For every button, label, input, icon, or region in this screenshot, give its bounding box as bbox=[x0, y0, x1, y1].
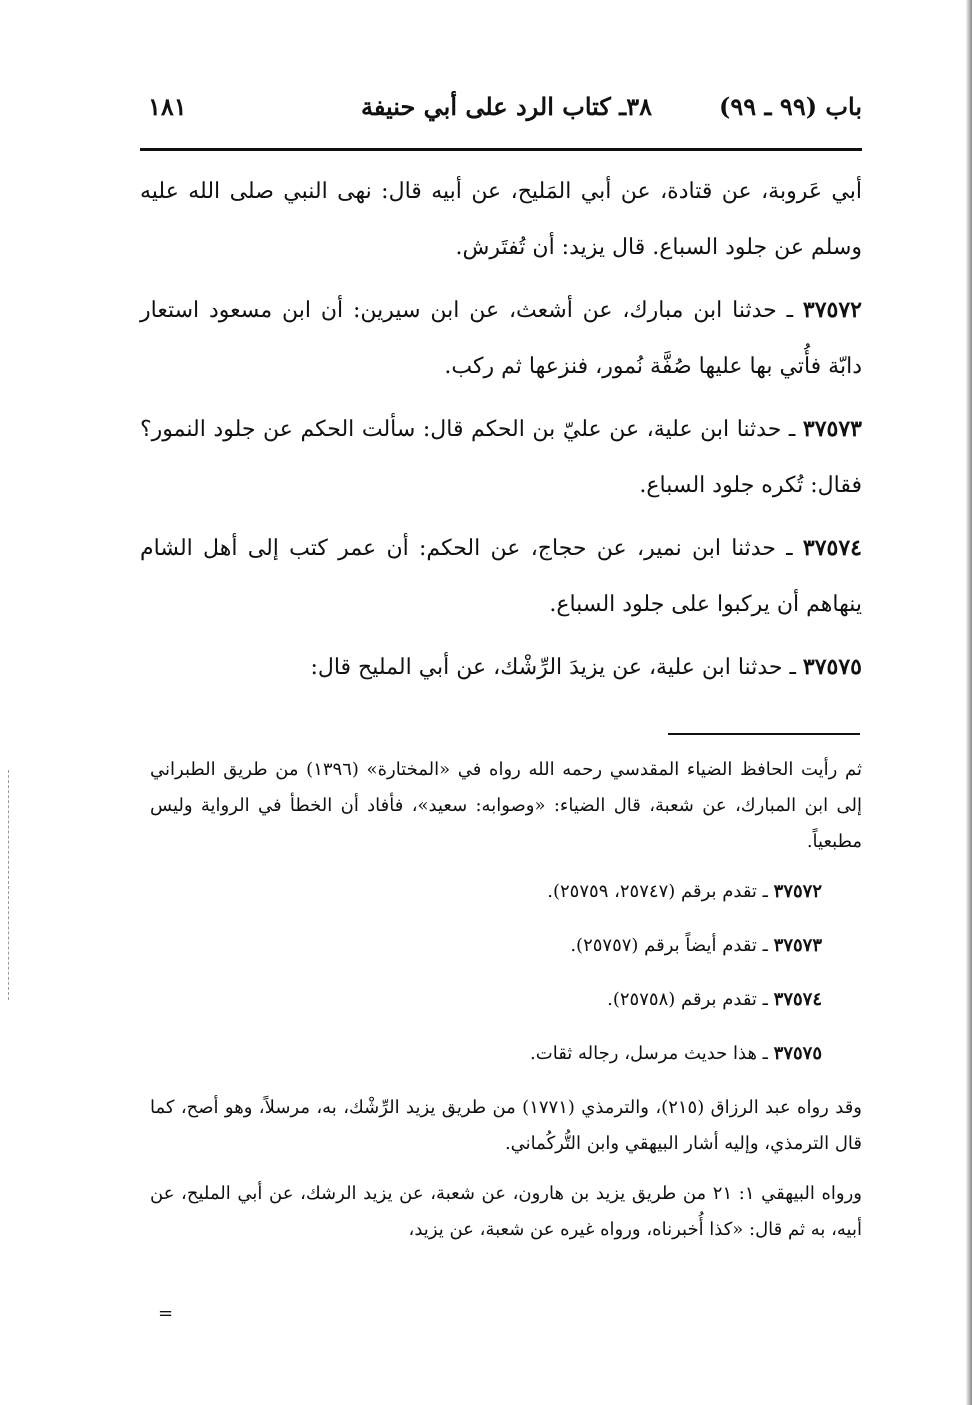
footnote-number: ٣٧٥٧٣ bbox=[773, 935, 822, 956]
page-edge-shadow bbox=[966, 0, 972, 1405]
footnote-text: ـ تقدم أيضاً برقم (٢٥٧٥٧). bbox=[570, 935, 774, 956]
footnote-text: ـ تقدم برقم (٢٥٧٤٧، ٢٥٧٥٩). bbox=[547, 881, 774, 902]
hadith-number: ٣٧٥٧٣ bbox=[802, 416, 862, 442]
footnote-number: ٣٧٥٧٢ bbox=[773, 881, 822, 902]
footnote-paragraph: وقد رواه عبد الرزاق (٢١٥)، والترمذي (١٧٧١) من طريق يزيد الرِّشْك، به، مرسلاً، وهو أصح، كما قال الترمذي، وإليه أشار البيهقي وابن التُّركُماني. bbox=[150, 1097, 862, 1154]
footnote-number: ٣٧٥٧٥ bbox=[773, 1043, 822, 1064]
hadith-text: ـ حدثنا ابن علية، عن يزيدَ الرِّشْك، عن أبي المليح قال: bbox=[310, 655, 803, 680]
page-number: ١٨١ bbox=[148, 92, 187, 121]
footnote-37572 bbox=[150, 874, 862, 910]
footnote-37573 bbox=[150, 928, 862, 964]
footnote-text: ـ تقدم برقم (٢٥٧٥٨). bbox=[607, 989, 774, 1010]
hadith-37574 bbox=[140, 520, 862, 633]
hadith-37575 bbox=[140, 639, 862, 696]
paragraph-continuation bbox=[140, 164, 862, 276]
paragraph-text: أبي عَروبة، عن قتادة، عن أبي المَليح، عن أبيه قال: نهى النبي صلى الله عليه وسلم عن جلود السباع. قال يزيد: أن تُفتَرش. bbox=[140, 179, 862, 260]
footnote-paragraph: ثم رأيت الحافظ الضياء المقدسي رحمه الله رواه في «المختارة» (١٣٩٦) من طريق الطبراني إلى ابن المبارك، عن شعبة، قال الضياء: «وصوابه: سعيد»، فأفاد أن الخطأ في الرواية وليس مطبعياً. bbox=[150, 759, 862, 852]
hadith-number: ٣٧٥٧٢ bbox=[802, 297, 862, 323]
continuation-mark: = bbox=[158, 1303, 174, 1324]
chapter-heading: باب (٩٩ ـ ٩٩) bbox=[719, 92, 862, 121]
footnote-paragraph: ورواه البيهقي ١: ٢١ من طريق يزيد بن هارون، عن شعبة، عن يزيد الرشك، عن أبي المليح، عن أبيه، به ثم قال: «كذا أُخبرناه، ورواه غيره عن شعبة، عن يزيد، bbox=[150, 1183, 862, 1240]
footnotes bbox=[150, 752, 862, 1262]
scan-margin-marks bbox=[8, 770, 9, 1000]
book-title: ٣٨ـ كتاب الرد على أبي حنيفة bbox=[360, 92, 652, 121]
footnote-37575 bbox=[150, 1036, 862, 1072]
hadith-text: ـ حدثنا ابن نمير، عن حجاج، عن الحكم: أن عمر كتب إلى أهل الشام ينهاهم أن يركبوا على جلود السباع. bbox=[140, 536, 862, 617]
footnote-text: ـ هذا حديث مرسل، رجاله ثقات. bbox=[530, 1043, 774, 1064]
footnote-number: ٣٧٥٧٤ bbox=[773, 989, 822, 1010]
hadith-37573 bbox=[140, 401, 862, 514]
running-header bbox=[140, 92, 862, 142]
hadith-number: ٣٧٥٧٤ bbox=[802, 535, 862, 561]
hadith-number: ٣٧٥٧٥ bbox=[802, 654, 862, 680]
hadith-text: ـ حدثنا ابن مبارك، عن أشعث، عن ابن سيرين: أن ابن مسعود استعار دابّة فأُتي بها عليها صُفَّة نُمور، فنزعها ثم ركب. bbox=[140, 298, 862, 379]
hadith-text: ـ حدثنا ابن علية، عن عليّ بن الحكم قال: سألت الحكم عن جلود النمور؟ فقال: تُكره جلود السباع. bbox=[140, 417, 862, 498]
header-rule bbox=[140, 148, 862, 151]
hadith-37572 bbox=[140, 282, 862, 395]
main-text bbox=[140, 164, 862, 702]
footnote-separator bbox=[668, 733, 860, 735]
footnote-37574 bbox=[150, 982, 862, 1018]
